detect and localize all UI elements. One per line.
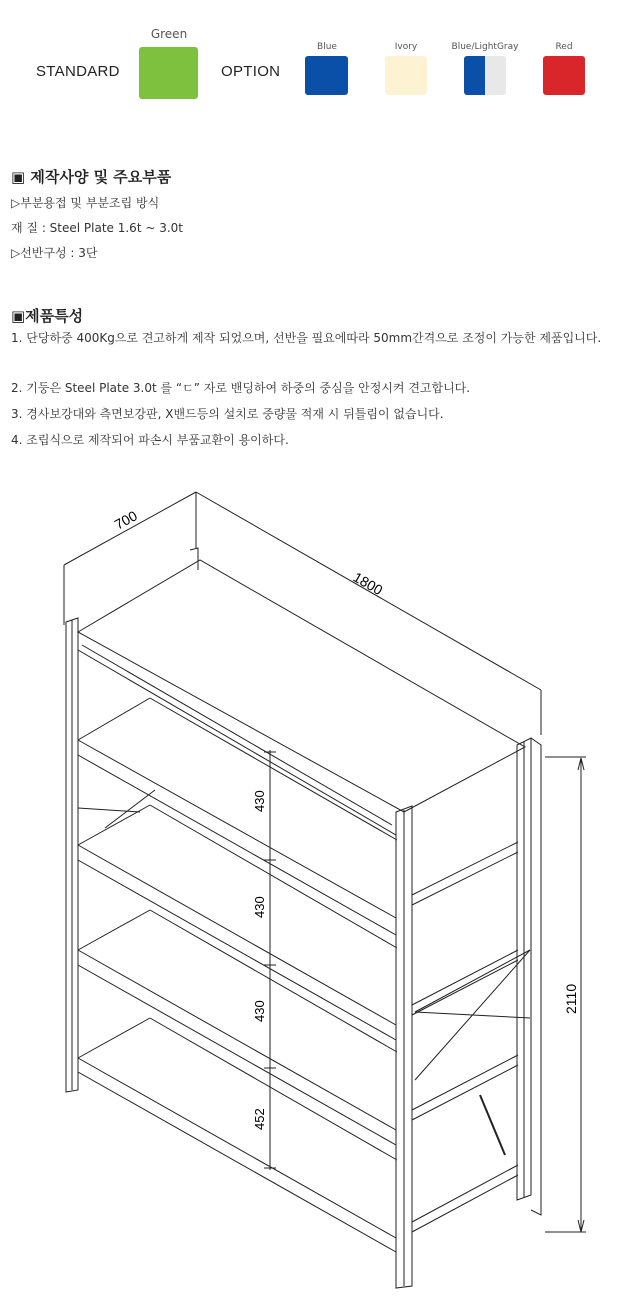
spec-line: 재 질 : Steel Plate 1.6t ~ 3.0t — [11, 221, 183, 235]
standard-color-name: Green — [150, 27, 188, 41]
feature-item: 3. 경사보강대와 측면보강판, X밴드등의 설치로 중량물 적재 시 뒤틀림이 없습니다. — [11, 407, 444, 421]
option-blue-lightgray-swatch — [464, 56, 506, 95]
gap-dimension: 430 — [252, 1000, 267, 1022]
spec-line: ▷부분용접 및 부분조립 방식 — [11, 196, 160, 210]
shelf-drawing — [0, 480, 630, 1298]
feature-item: 4. 조립식으로 제작되어 파손시 부품교환이 용이하다. — [11, 433, 289, 447]
gap-dimension: 452 — [252, 1108, 267, 1130]
option-ivory-swatch — [385, 56, 427, 95]
shelf-frame — [64, 492, 586, 1288]
features-title: ▣제품특성 — [11, 307, 84, 325]
height-dimension: 2110 — [563, 983, 579, 1014]
standard-label: STANDARD — [36, 63, 120, 80]
option-ivory-name: Ivory — [394, 42, 418, 52]
gap-dimension: 430 — [252, 896, 267, 918]
gap-dimension: 430 — [252, 790, 267, 812]
spec-title: ▣ 제작사양 및 주요부품 — [11, 168, 172, 186]
feature-item: 2. 기둥은 Steel Plate 3.0t 를 “ㄷ” 자로 밴딩하여 하중의 중심을 안정시켜 견고합니다. — [11, 381, 471, 395]
option-red-name: Red — [555, 42, 573, 52]
depth-dimension: 700 — [111, 507, 140, 533]
option-blue-lightgray-name: Blue/LightGray — [451, 42, 519, 52]
standard-color-swatch — [139, 47, 198, 99]
feature-item: 1. 단당하중 400Kg으로 견고하게 제작 되었으며, 선반을 필요에따라 50mm간격으로 조정이 가능한 제품입니다. — [11, 331, 602, 345]
spec-line: ▷선반구성 : 3단 — [11, 246, 98, 260]
option-label: OPTION — [221, 63, 281, 80]
option-blue-swatch — [305, 56, 348, 95]
width-dimension: 1800 — [350, 568, 386, 599]
option-red-swatch — [543, 56, 585, 95]
option-blue-name: Blue — [317, 42, 337, 52]
